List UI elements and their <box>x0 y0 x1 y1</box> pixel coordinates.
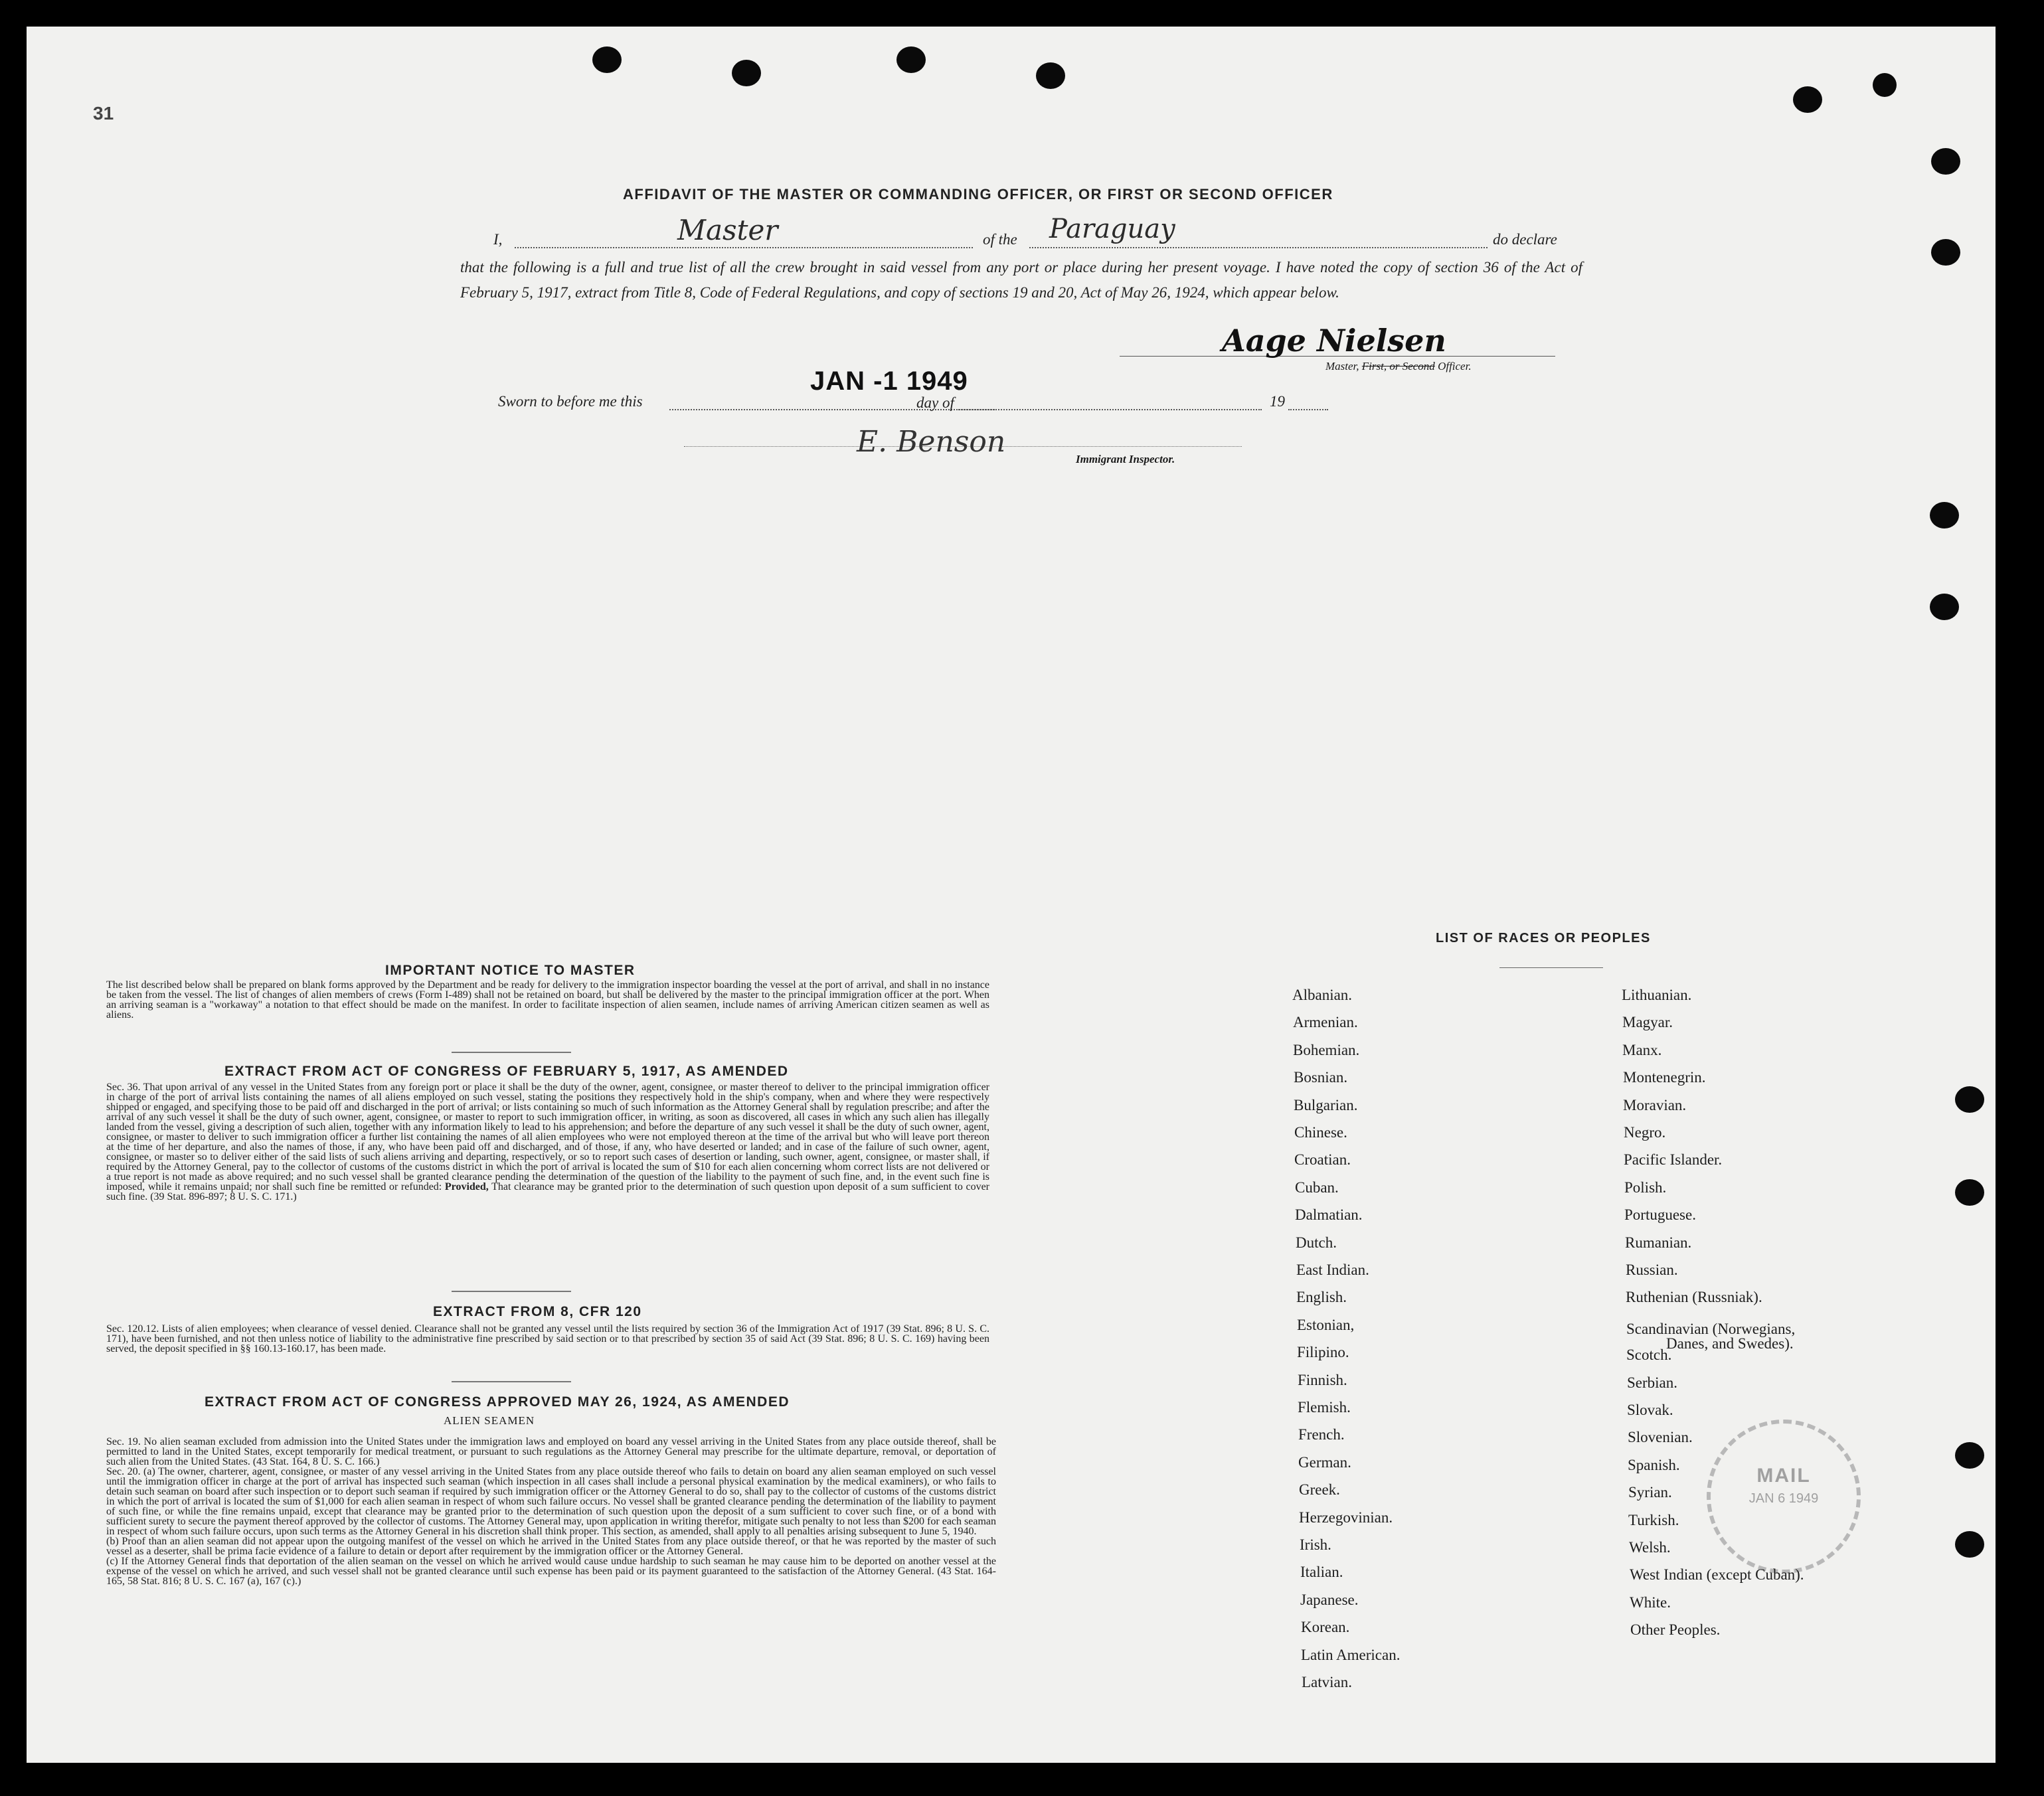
sec-20b-text: (b) Proof than an alien seaman did not appear upon the outgoing manifest of the vessel on which he arrived in the United States from any place outside thereof, or that he was reported by the master of such vessel as a deserter, shall be prima facie evidence of a failure to detain or deport after requirement by the immigration officer or the Attorney General. <box>106 1536 996 1557</box>
race-item: Negro. <box>1624 1124 1666 1141</box>
signer-caption-officer: Officer. <box>1438 360 1472 372</box>
cfr-title: EXTRACT FROM 8, CFR 120 <box>433 1304 642 1319</box>
affidavit-title: AFFIDAVIT OF THE MASTER OR COMMANDING OFFICER, OR FIRST OR SECOND OFFICER <box>623 186 1333 203</box>
race-item: Bohemian. <box>1293 1042 1360 1058</box>
race-item: Turkish. <box>1628 1512 1679 1528</box>
race-item: Japanese. <box>1300 1592 1359 1608</box>
race-item: Italian. <box>1300 1564 1343 1580</box>
punch-hole <box>1930 502 1959 529</box>
race-item: Lithuanian. <box>1622 987 1692 1003</box>
race-item: Portuguese. <box>1624 1206 1696 1223</box>
master-signature: Aage Nielsen <box>1222 323 1446 359</box>
vessel-line <box>1029 247 1488 248</box>
cfr-text: Sec. 120.12. Lists of alien employees; when clearance of vessel denied. Clearance shall not be granted any vessel until the lists required by section 36 of the Immigration Act of 1917 (39 Stat. 896; 8 U. S. C. 171), have been furnished, and not then unless notice of liability to the administrative fine prescribed by said section or to that prescribed by section 35 of said Act (39 Stat. 896; 8 U. S. C. 169) having been served, the deposit specified in §§ 160.13-160.17, has been made. <box>106 1323 989 1354</box>
day-of-label: day of <box>916 394 954 411</box>
signer-caption <box>1325 360 1472 373</box>
race-item: Polish. <box>1624 1179 1667 1196</box>
race-item: Welsh. <box>1629 1539 1671 1556</box>
race-item: Slovak. <box>1627 1402 1673 1418</box>
race-item: Dalmatian. <box>1295 1206 1363 1223</box>
punch-hole <box>1955 1179 1984 1206</box>
race-item: German. <box>1298 1454 1351 1471</box>
punch-hole <box>1955 1442 1984 1469</box>
inspector-caption: Immigrant Inspector. <box>1076 453 1175 465</box>
notice-title: IMPORTANT NOTICE TO MASTER <box>385 963 636 978</box>
affidavit-i-label: I, <box>493 231 503 248</box>
inspector-signature: E. Benson <box>857 425 1006 459</box>
race-item: Montenegrin. <box>1623 1069 1706 1086</box>
race-item: Chinese. <box>1294 1124 1347 1141</box>
race-item-continuation: Danes, and Swedes). <box>1666 1335 1794 1352</box>
do-declare-label: do declare <box>1493 231 1557 248</box>
punch-hole <box>1931 148 1960 175</box>
sec-20c-text: (c) If the Attorney General finds that deportation of the alien seaman on the vessel on which he arrived would cause undue hardship to such seaman he may cause him to be deported on another vessel at the expense of the vessel on which he arrived, and such vessel shall not be granted clearance until such expense has been paid or its payment guaranteed to the satisfaction of the Attorney General. (43 Stat. 164-165, 58 Stat. 816; 8 U. S. C. 167 (a), 167 (c).) <box>106 1556 996 1587</box>
races-divider <box>1499 967 1603 968</box>
handwritten-vessel: Paraguay <box>1049 214 1175 244</box>
race-item: Moravian. <box>1623 1097 1687 1113</box>
race-item: Latvian. <box>1302 1674 1352 1690</box>
race-item: Russian. <box>1626 1262 1678 1278</box>
year-line <box>1288 409 1328 410</box>
sworn-month-line <box>956 409 1262 410</box>
race-item: English. <box>1296 1289 1347 1305</box>
race-item: Latin American. <box>1301 1647 1401 1663</box>
page-marker: 31 <box>93 103 114 123</box>
divider <box>452 1291 571 1292</box>
signer-caption-struck: First, or Second <box>1361 360 1435 372</box>
race-item: Dutch. <box>1296 1234 1337 1251</box>
document-page <box>27 27 1996 1763</box>
notice-text: The list described below shall be prepared on blank forms approved by the Department and be ready for delivery to the immigration inspector boarding the vessel at the port of arrival, and shall in no instance be taken from the vessel. The list of changes of alien members of crews (Form I-489) shall not be retained on board, but shall be delivered by the master to the principal immigration officer at the port. When an arriving seaman is a "workaway" a notation to that effect should be made on the manifest. In order to facilitate inspection of alien seamen, include names of arriving American citizen seamen as well as aliens. <box>106 979 989 1020</box>
punch-hole <box>1931 239 1960 266</box>
race-item: Estonian, <box>1297 1317 1355 1333</box>
race-item: Scandinavian (Norwegians, <box>1626 1321 1796 1337</box>
handwritten-rank: Master <box>677 214 778 246</box>
sec-20a-text: Sec. 20. (a) The owner, charterer, agent, consignee, or master of any vessel arriving in the United States from any place outside thereof who fails to detain on board any alien seaman employed on such vessel until the immigration officer in charge at the port of arrival has inspected such seaman (which inspection in all cases shall include a personal physical examination by the medical examiners), or who fails to detain such seaman on board after such inspection or to deport such seaman if required by such immigration officer or the Attorney General to do so, shall pay to the collector of customs of the customs district in which the port of arrival is located the sum of $1,000 for each alien seaman in respect of whom such failure occurs. No vessel shall be granted clearance pending the determination of the liability to payment of such fine, or while the fine remains unpaid, except that clearance may be granted prior to the determination of such question upon the deposit of a sum sufficient to cover such fine, or of a bond with sufficient surety to secure the payment thereof approved by the collector of customs. The Attorney General may, upon application in writing therefor, mitigate such penalty to not less than $200 for each seaman in respect of whom such failure occurs, upon such terms as the Attorney General in his discretion shall think proper. This section, as amended, shall apply to all penalties arising subsequent to June 5, 1940. <box>106 1466 996 1537</box>
race-item: French. <box>1298 1426 1345 1443</box>
race-item: Finnish. <box>1298 1372 1347 1388</box>
affidavit-body: that the following is a full and true list of all the crew brought in said vessel from any port or place during her present voyage. I have noted the copy of section 36 of the Act of February 5, 1917, extract from Title 8, Code of Federal Regulations, and copy of sections 19 and 20, Act of May 26, 1924, which appear below. <box>460 259 1582 301</box>
race-item: Albanian. <box>1292 987 1353 1003</box>
rank-line <box>515 247 973 248</box>
extract-1924-text <box>106 1437 996 1586</box>
punch-hole <box>1955 1531 1984 1558</box>
divider <box>452 1381 571 1382</box>
race-item: Armenian. <box>1293 1014 1358 1030</box>
punch-hole <box>592 46 622 73</box>
punch-hole <box>1930 594 1959 620</box>
provided-label: Provided, <box>444 1181 489 1192</box>
race-item: Manx. <box>1622 1042 1662 1058</box>
race-item: Filipino. <box>1297 1344 1349 1360</box>
signer-caption-master: Master, <box>1325 360 1359 372</box>
extract-1917-title: EXTRACT FROM ACT OF CONGRESS OF FEBRUARY 5, 1917, AS AMENDED <box>224 1064 789 1079</box>
race-item: Scotch. <box>1626 1347 1672 1363</box>
of-the-label: of the <box>983 231 1017 248</box>
year-prefix: 19 <box>1270 393 1285 410</box>
race-item: Spanish. <box>1628 1457 1680 1473</box>
races-title: LIST OF RACES OR PEOPLES <box>1436 931 1651 945</box>
alien-seamen-subtitle: ALIEN SEAMEN <box>444 1414 535 1427</box>
race-item: Pacific Islander. <box>1624 1151 1723 1168</box>
race-item: Korean. <box>1301 1619 1350 1635</box>
race-item: East Indian. <box>1296 1262 1369 1278</box>
race-item: Slovenian. <box>1628 1429 1693 1445</box>
race-item: Bosnian. <box>1294 1069 1348 1086</box>
race-item: White. <box>1630 1594 1671 1611</box>
race-item: Serbian. <box>1627 1374 1678 1391</box>
mail-stamp-label: MAIL <box>1756 1465 1811 1487</box>
race-item: West Indian (except Cuban). <box>1630 1566 1804 1583</box>
extract-1924-title: EXTRACT FROM ACT OF CONGRESS APPROVED MAY 26, 1924, AS AMENDED <box>205 1394 790 1410</box>
race-item: Croatian. <box>1294 1151 1351 1168</box>
punch-hole <box>896 46 926 73</box>
race-item: Magyar. <box>1622 1014 1673 1030</box>
extract-1917-body-end: That clearance may be granted prior to the determination of such question upon deposit of a sum sufficient to cover such fine. (39 Stat. 896-897; 8 U. S. C. 171.) <box>106 1181 990 1202</box>
race-item: Other Peoples. <box>1630 1621 1721 1638</box>
mail-stamp <box>1707 1420 1861 1574</box>
date-stamp: JAN -1 1949 <box>810 367 968 396</box>
race-item: Irish. <box>1300 1536 1331 1553</box>
race-item: Ruthenian (Russniak). <box>1626 1289 1762 1305</box>
punch-hole <box>1955 1086 1984 1113</box>
race-item: Bulgarian. <box>1294 1097 1358 1113</box>
extract-1917-body: Sec. 36. That upon arrival of any vessel in the United States from any foreign port or place it shall be the duty of the owner, agent, consignee, or master thereof to deliver to the principal immigration officer in charge of the port of arrival lists containing the names of all aliens employed on such vessel, stating the positions they respectively hold in the ship's company, when and where they were respectively shipped or engaged, and specifying those to be paid off and discharged in the port of arrival; or lists containing so much of such information as the Attorney General shall by regulation prescribe; and after the arrival of any such vessel it shall be the duty of such owner, agent, consignee, or master to report to such immigration officer, in writing, as soon as discovered, all cases in which any such alien has illegally landed from the vessel, giving a description of such alien, together with any information likely to lead to his apprehension; and before the departure of any such vessel it shall be the duty of such owner, agent, consignee, or master to deliver to such immigration officer a further list containing the names of all alien employees who were not employed thereon at the time of the arrival but who will leave port thereon at the time of her departure, and also the names of those, if any, who have been paid off and discharged, and of those, if any, who have deserted or landed; and in case of the failure of such owner, agent, consignee, or master so to deliver either of the said lists of such aliens arriving and departing, respectively, or so to report such cases of desertion or landing, such owner, agent, consignee, or master shall, if required by the Attorney General, pay to the collector of customs of the customs district in which the port of arrival is located the sum of $10 for each alien concerning whom correct lists are not delivered or a true report is not made as above required; and no such vessel shall be granted clearance pending the determination of the question of the liability to the payment of such fine, and, in the event such fine is imposed, while it remains unpaid; nor shall such fine be remitted or refunded: <box>106 1082 989 1192</box>
extract-1917-text <box>106 1082 989 1202</box>
punch-hole <box>1036 62 1065 89</box>
punch-hole <box>1793 86 1822 113</box>
mail-stamp-date: JAN 6 1949 <box>1748 1491 1819 1506</box>
race-item: Greek. <box>1299 1481 1340 1498</box>
punch-hole <box>732 60 761 86</box>
divider <box>452 1052 571 1053</box>
race-item: Syrian. <box>1628 1484 1672 1501</box>
race-item: Cuban. <box>1295 1179 1339 1196</box>
sworn-label: Sworn to before me this <box>498 393 643 410</box>
race-item: Rumanian. <box>1625 1234 1692 1251</box>
punch-hole <box>1873 73 1897 97</box>
sec-19-text: Sec. 19. No alien seaman excluded from admission into the United States under the immigration laws and employed on board any vessel arriving in the United States from any place outside thereof, shall be permitted to land in the United States, except temporarily for medical treatment, or pursuant to such regulations as the Attorney General may prescribe for the ultimate departure, removal, or deportation of such alien from the United States. (43 Stat. 164, 8 U. S. C. 166.) <box>106 1436 996 1467</box>
race-item: Herzegovinian. <box>1299 1509 1393 1526</box>
race-item: Flemish. <box>1298 1399 1351 1416</box>
